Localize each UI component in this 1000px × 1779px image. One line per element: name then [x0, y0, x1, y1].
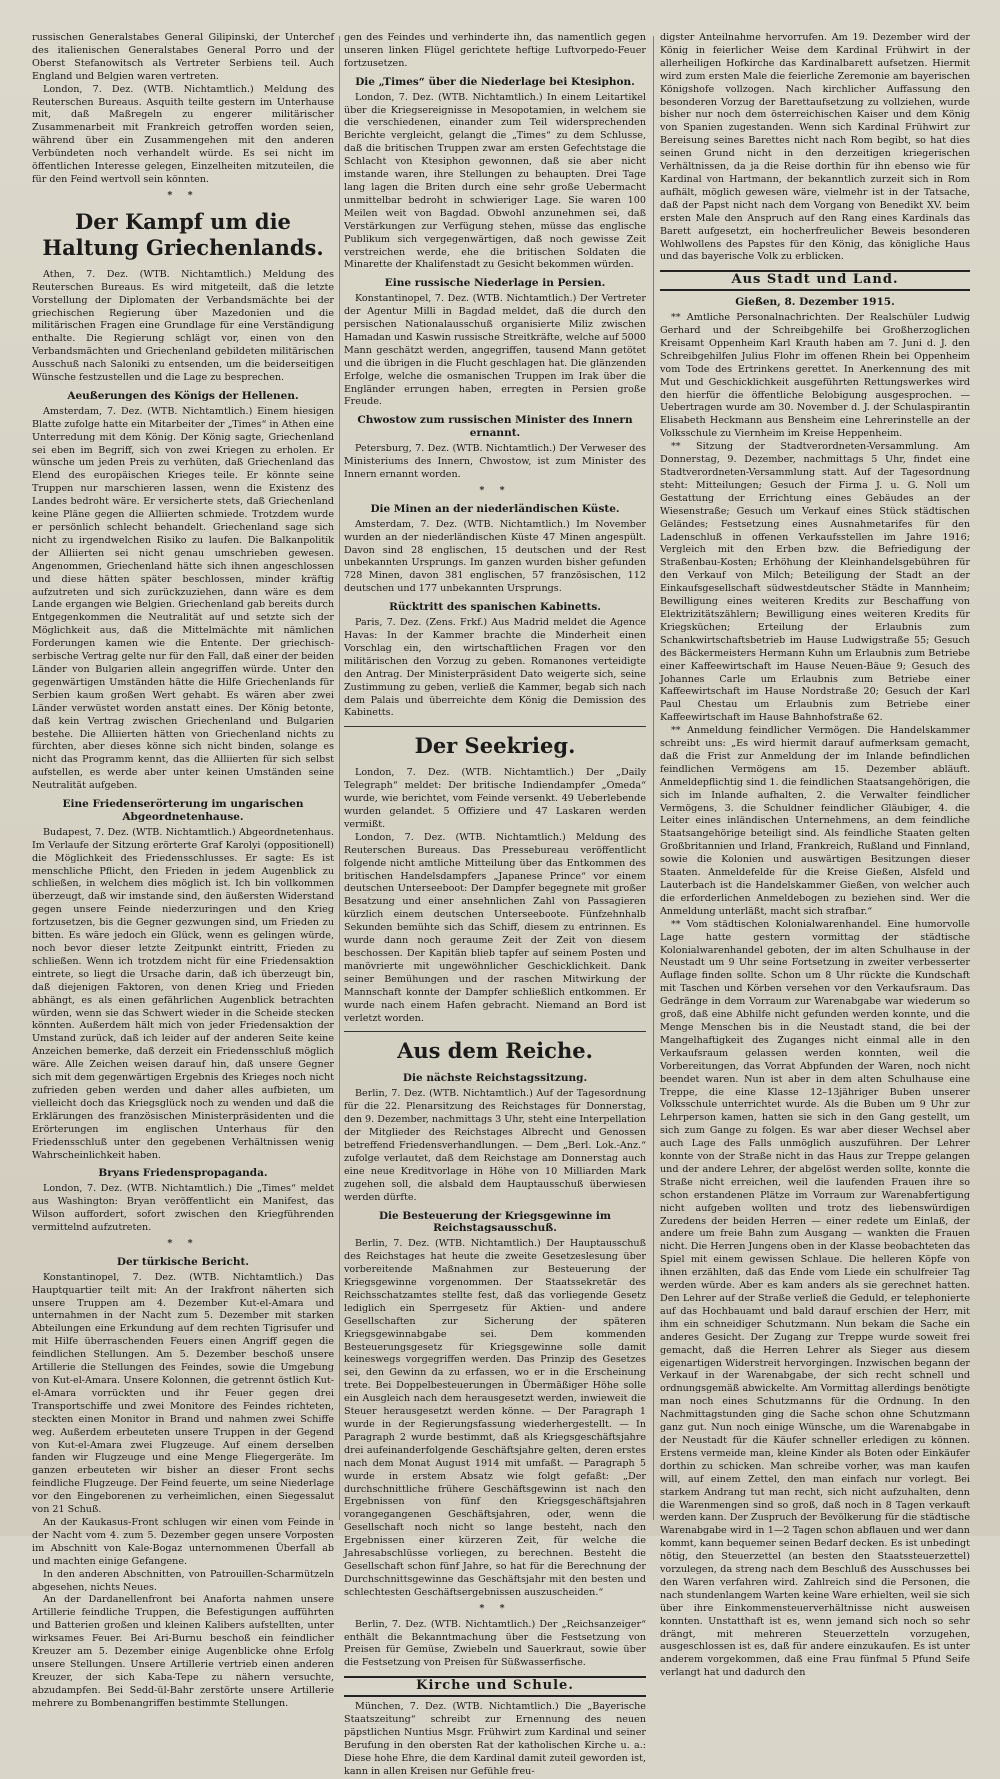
column-rule-2 — [653, 36, 654, 1520]
column-1 — [32, 32, 334, 1709]
subheadline: Bryans Friedenspropaganda. — [98, 1167, 268, 1180]
article-paragraph: Konstantinopel, 7. Dez. (WTB. Nichtamtlich.) Das Hauptquartier teilt mit: An der Irakfront näherten sich unsere Truppen am 4. Dezember Kut-el-Amara und unternahmen in der Nacht zum 5. Dezember mit starken Abteilungen eine Erkundung auf dem rechten Tigrisufer und mit Hilfe überraschenden Feuers einen Angriff gegen die feindlichen Stellungen. Am 5. Dezember beschoß unsere Artillerie die Stellungen des Feindes, sowie die Umgebung von Kut-el-Amara. Unsere Kolonnen, die getrennt östlich Kut-el-Amara vorrückten und ihr Feuer gegen drei Transportschiffe und zwei Monitore des Feindes richteten, steckten einen Monitor in Brand und nahmen zwei Schiffe weg. Außerdem erbeuteten unsere Truppen in der Gegend von Kut-el-Amara zwei Flugzeuge. Auf einem derselben fanden wir Flugzeuge und eine Menge Fliegergeräte. Im ganzen erbeuteten wir bisher an dieser Front sechs feindliche Flugzeuge. Der Feind feuerte, um seine Niederlage vor den Eingeborenen zu verheimlichen, einen Siegessalut von 21 Schuß. — [32, 1271, 334, 1516]
separator-stars: * * — [479, 484, 511, 496]
article-paragraph: London, 7. Dez. (WTB. Nichtamtlich.) Der „Daily Telegraph“ meldet: Der britische Indiendampfer „Omeda“ wurde, wie berichtet, vom Feinde versenkt. 49 Ueberlebende wurden gelandet. 5 Offiziere und 47 Laskaren werden vermißt. — [344, 767, 646, 830]
article-paragraph: London, 7. Dez. (WTB. Nichtamtlich.) Meldung des Reuterschen Bureaus. Asquith teilte gestern im Unterhause mit, daß Maßregeln zu engerer militärischer Zusammenarbeit mit Frankreich getroffen worden seien, während über ein Zusammengehen mit den anderen Verbündeten noch verhandelt würde. Es sei nicht im öffentlichen Interesse gelegen, Einzelheiten mitzuteilen, die für den Feind wertvoll sein könnten. — [32, 83, 334, 185]
article-paragraph: Konstantinopel, 7. Dez. (WTB. Nichtamtlich.) Der Vertreter der Agentur Milli in Bagdad meldet, daß die durch den persischen Nationalausschuß organisierte Miliz zwischen Hamadan und Kaswin russische Streitkräfte, welche auf 5000 Mann geschätzt werden, angegriffen, tausend Mann getötet und die übrigen in die Flucht geschlagen hat. Die glänzenden Erfolge, welche die osmanischen Truppen im Irak über die Engländer errungen haben, erregten in Persien große Freude. — [344, 293, 646, 408]
article-paragraph: Berlin, 7. Dez. (WTB. Nichtamtlich.) Der Hauptausschuß des Reichstages hat heute die zweite Gesetzeslesung über vorbereitende Maßnahmen zur Besteuerung der Kriegsgewinne vorgenommen. Der Staatssekretär des Reichsschatzamtes stellte fest, daß das vorliegende Gesetz lediglich ein Sperrgesetz für Aktien- und andere Gesellschaften zur Sicherung der späteren Kriegsgewinnabgabe sei. Dem kommenden Besteuerungsgesetz für Kriegsgewinne solle damit keineswegs vorgegriffen werden. Das Prinzip des Gesetzes sei, den Gewinn da zu erfassen, wo er in die Erscheinung trete. Bei Doppelbesteuerungen in Übermäßiger Höhe solle ein Ausgleich nach dem herausgesetzt werden, inwieweit die Steuer herausgesetzt werden könne. — Der Paragraph 1 wurde in der Regierungsfassung wiederhergestellt. — In Paragraph 2 wurde bestimmt, daß als Kriegsgeschäftsjahre drei aufeinanderfolgende Geschäftsjahre gelten, deren erstes nach dem Monat August 1914 mit umfaßt. — Paragraph 5 wurde in erstem Absatz wie folgt gefaßt: „Der durchschnittliche frühere Geschäftsgewinn ist nach den Ergebnissen von fünf den Kriegsgeschäftsjahren vorangegangenen Geschäftsjahren, oder, wenn die Gesellschaft noch nicht so lange besteht, nach den Ergebnissen einer kürzeren Zeit, für welche die Jahresabschlüsse vorliegen, zu berechnen. Besteht die Gesellschaft schon fünf Jahre, so hat für die Berechnung der Durchschnittsgewinne das Geschäftsjahr mit den besten und schlechtesten Geschäftsergebnissen auszuscheiden.“ — [344, 1238, 646, 1598]
headline-seekrieg: Der Seekrieg. — [414, 733, 576, 759]
section-header-kirche: Kirche und Schule. — [344, 1676, 646, 1697]
horizontal-rule — [344, 1031, 646, 1032]
column-3 — [660, 32, 970, 1679]
article-paragraph: An der Dardanellenfront bei Anaforta nahmen unsere Artillerie feindliche Truppen, die Befestigungen aufführten und Batterien großen und kleinen Kalibers aufstellten, unter wirksames Feuer. Bei Ari-Burnu beschoß ein feindlicher Kreuzer am 5. Dezember einige Augenblicke ohne Erfolg unsere Stellungen. Unsere Artillerie vertrieb einen anderen Kreuzer, der sich Kaba-Tepe zu nähern versuchte, abzudampfen. Bei Sedd-ül-Bahr zerstörte unsere Artillerie mehrere zu Bombenangriffen bestimmte Stellungen. — [32, 1594, 334, 1709]
subheadline: Die Minen an der niederländischen Küste. — [370, 502, 620, 515]
column-2 — [344, 32, 646, 1777]
article-paragraph: Amsterdam, 7. Dez. (WTB. Nichtamtlich.) Einem hiesigen Blatte zufolge hatte ein Mitarbeiter der „Times“ in Athen eine Unterredung mit dem König. Der König sagte, Griechenland sei eben im Begriff, sich von zwei Kriegen zu erholen. Er wünsche um jeden Preis zu verhüten, daß Griechenland das Elend des europäischen Krieges teile. Er könnte seine Truppen nur marschieren lassen, wenn die Existenz des Landes bedroht wäre. Er versicherte stets, daß Griechenland keine Pläne gegen die Alliierten schmiede. Trotzdem wurde er persönlich schlecht behandelt. Griechenland sage sich nicht zu irgendwelchen Risiko zu laufen. Die Balkanpolitik der Alliierten sei nicht genau umschrieben gewesen. Angenommen, Griechenland hätte sich ihnen angeschlossen und diese hätten später beschlossen, minder kräftig aufzutreten und sich zurückzuziehen, dann wäre es dem Lande ergangen wie Belgien. Griechenland gab bereits durch Entgegenkommen die Neutralität auf und setzte sich der Möglichkeit aus, daß die Mittelmächte mit nämlichen Forderungen kamen wie die Entente. Der griechisch-serbische Vertrag gelte nur für den Fall, daß einer der beiden Länder von Bulgarien allein angegriffen würde. Unter den gegenwärtigen Umständen hätte die Hilfe Griechenlands für Serbien kaum großen Wert gehabt. Es wären aber zwei Länder verwüstet worden anstatt eines. Der König betonte, daß kein Vertrag zwischen Griechenland und Bulgarien bestehe. Die Alliierten hätten von Griechenland nichts zu fürchten, aber dieses könne sich nicht binden, solange es nicht das Programm kennt, das die Alliierten für sich selbst aufstellen, es werde aber unter keinen Umständen seine Neutralität aufgeben. — [32, 405, 334, 792]
article-paragraph: ** Anmeldung feindlicher Vermögen. Die Handelskammer schreibt uns: „Es wird hiermit darauf aufmerksam gemacht, daß die Frist zur Anmeldung der im Inlande befindlichen feindlichen Vermögens am 15. Dezember abläuft. Anmeldepflichtig sind 1. die feindlichen Staatsangehörigen, die sich im Inlande aufhalten, 2. die Verwalter feindlicher Vermögens, 3. die Schuldner feindlicher Gläubiger, 4. die Leiter eines inländischen Unternehmens, an dem feindliche Staatsangehörige beteiligt sind. Als feindliche Staaten gelten Großbritannien und Irland, Frankreich, Rußland und Finnland, sowie die Kolonien und auswärtigen Besitzungen dieser Staaten. Anmeldefelde für die Kreise Gießen, Alsfeld und Lauterbach ist die Handelskammer Gießen, von welcher auch die erforderlichen Anmeldebogen zu beziehen sind. Wer die Anmeldung unterläßt, macht sich strafbar.“ — [660, 725, 970, 917]
article-paragraph: digster Anteilnahme hervorrufen. Am 19. Dezember wird der König in feierlicher Weise dem Kardinal Frühwirt in der allerheiligen Hofkirche das Kardinalbarett aufsetzen. Hiermit wird zum ersten Male die feierliche Zeremonie am bayerischen Königshofe vollzogen. Nach kirchlicher Auffassung den besonderen Vorzug der Barettaufsetzung zu vollziehen, wurde bisher nur noch dem österreichischen Kaiser und dem König von Spanien zugestanden. Wenn sich Kardinal Frühwirt zur Bereisung seines Barettes nicht nach Rom begibt, so hat dies seinen Grund nicht in den derzeitigen kriegerischen Verhältnissen, da ja die Reise dorthin für ihn ebenso wie für Kardinal von Hartmann, der bekanntlich zurzeit sich in Rom aufhält, möglich gewesen wäre, vielmehr ist in der Tatsache, daß der Papst nicht nach dem Vorgang von Benedikt XV. beim ersten Male den Anspruch auf den Rang eines Kardinals das Barett aufgesetzt, ein hocherfreulicher Beweis besonderen Wohlwollens des Papstes für den König, das königliche Haus und das bayerische Volk zu erblicken. — [660, 32, 970, 263]
dateline: Gießen, 8. Dezember 1915. — [735, 296, 895, 309]
subheadline: Die „Times“ über die Niederlage bei Ktesiphon. — [355, 75, 635, 88]
article-paragraph: ** Sitzung der Stadtverordneten-Versammlung. Am Donnerstag, 9. Dezember, nachmittags 5 Uhr, findet eine Stadtverordneten-Versammlung statt. Auf der Tagesordnung steht: Mitteilungen; Gesuch der Firma J. u. G. Noll um Gestattung der Errichtung eines Gebäudes an der Wiesenstraße; Gesuch um Verkauf eines Stück städtischen Geländes; Festsetzung eines Ausnahmetarifes für den Ladenschluß in offenen Verkaufsstellen im Jahre 1916; Vergleich mit den Erben bzw. die Befriedigung der Straßenbau-Kosten; Erhöhung der Kleinhandelsgebühren für den Verkauf von Milch; Beteiligung der Stadt an der Einkaufsgesellschaft südwestdeutscher Städte in Mannheim; Bewilligung eines weiteren Kredits zur Beschaffung von Elektrizitätszählern; Bewilligung eines weiteren Kredits für Kriegsküchen; Erteilung der Erlaubnis zum Schankwirtschaftsbetrieb im Hause Ludwigstraße 55; Gesuch des Bäckermeisters Hermann Kuhn um Erlaubnis zum Betriebe einer Kaffeewirtschaft im Hause Neuen-Bäue 9; Gesuch des Johannes Carle um Erlaubnis zum Betriebe einer Kaffeewirtschaft im Hause Nordstraße 20; Gesuch der Karl Paul Chestau um Erlaubnis zum Betriebe einer Kaffeewirtschaft im Hause Bahnhofstraße 62. — [660, 441, 970, 724]
horizontal-rule — [344, 726, 646, 727]
article-paragraph: gen des Feindes und verhinderte ihn, das namentlich gegen unseren linken Flügel gerichtete heftige Luftvorpedo-Feuer fortzusetzen. — [344, 32, 646, 69]
subheadline: Chwostow zum russischen Minister des Innern ernannt. — [357, 414, 633, 440]
section-header-stadt: Aus Stadt und Land. — [660, 270, 970, 291]
column-rule-1 — [339, 36, 340, 1520]
article-paragraph: Petersburg, 7. Dez. (WTB. Nichtamtlich.) Der Verweser des Ministeriums des Innern, Chwostow, ist zum Minister des Innern ernannt worden. — [344, 443, 646, 480]
article-paragraph: London, 7. Dez. (WTB. Nichtamtlich.) In einem Leitartikel über die Kriegsereignisse in Mesopotamien, in welchem sie die verschiedenen, einander zum Teil widersprechenden Berichte vergleicht, gelangt die „Times“ zu dem Schlusse, daß die britischen Truppen zwar am ersten Gefechtstage die Schlacht von Ktesiphon gewonnen, daß sie aber nicht imstande waren, ihre Stellungen zu behaupten. Drei Tage lang lagen die Briten durch eine sehr große Uebermacht unmittelbar bedroht in schwieriger Lage. Sie waren 100 Meilen weit von Bagdad. Obwohl anzunehmen sei, daß Verstärkungen zur Verfügung stehen, müsse das englische Publikum sich vergegenwärtigen, daß noch gewisse Zeit verstreichen werde, ehe die britischen Soldaten die Minarette der Khalifenstadt zu Gesicht bekommen würden. — [344, 91, 646, 271]
article-paragraph: Athen, 7. Dez. (WTB. Nichtamtlich.) Meldung des Reuterschen Bureaus. Es wird mitgeteilt, daß die letzte Vorstellung der Diplomaten der Verbandsmächte bei der griechischen Regierung über Mazedonien und die militärischen Fragen eine Grundlage für eine Verständigung enthalte. Die Regierung schlägt vor, einen von den Verbandsmächten und Griechenland gebildeten militärischen Ausschuß nach Saloniki zu entsenden, um die beiderseitigen Wünsche festzustellen und die Lage zu besprechen. — [32, 268, 334, 384]
article-paragraph: ** Vom städtischen Kolonialwarenhandel. Eine humorvolle Lage hatte gestern vormittag der städtische Kolonialwarenhandel geboten, der im alten Schulhause in der Neustadt um 9 Uhr seine Fortsetzung in zweiter verbesserter Auflage finden sollte. Schon um 8 Uhr rückte die Kundschaft mit Taschen und Körben versehen vor den Verkaufsraum. Das Gedränge in dem Vorraum zur Warenabgabe war wiederum so groß, daß eine Abhilfe nicht gefunden werden konnte, und die Menge Menschen bis in die Neustadt stand, die bei der Mangelhaftigkeit des Zuganges nicht einmal alle in den Verkaufsraum gelassen werden konnten, weil die Vorbereitungen, das Vorrat Abpfunden der Waren, noch nicht beendet waren. Nun ist aber in dem alten Schulhause eine Treppe, die eine Klasse 12–13jähriger Buben unserer Volksschule unterrichtet wurde. Als die Buben um 9 Uhr zur Lehrperson kamen, hatten sie sich in den Gang gestellt, um sich zum Gange zu folgen. Es war aber dieser Wechsel aber auch Lage des Falls unmöglich auszuführen. Der Lehrer konnte von der Straße nicht in das Haus zur Treppe gelangen und der andere Lehrer, der abgelöst werden sollte, konnte die Straße nicht erreichen, weil die laufenden Frauen ihre so schon erstandenen Plätze im Vorraum zur Warenabfertigung nicht aufgeben wollten und trotz des liebenswürdigen Zuredens der beiden Herren — einer redete um Einlaß, der andere um freie Bahn zum Ausgang — wankten die Frauen nicht. Die Herren Jungens oben in der Klasse beobachteten das Spiel mit einem gewissen Schlaue. Die helleren Köpfe von ihnen erzählten, daß das Ende vom Liede ein schulfreier Tag werden würde. Aber es kam anders als sie gerechnet hatten. Den Lehrer auf der Straße verließ die Geduld, er telephonierte auf das Hochbauamt und bald darauf erschien der Herr, mit ihm ein schneidiger Schutzmann. Nun bekam die Sache ein anderes Gesicht. Der Zugang zur Treppe wurde soweit frei gemacht, daß die Herren Lehrer als Sieger aus diesem eigenartigen Widerstreit hervorgingen. Inzwischen begann der Verkauf in der Warenabgabe, der sich recht schnell und ordnungsgemäß abwickelte. Am Vormittag allerdings benötigte man noch eines Schutzmanns für die Ordnung. In den Nachmittagstunden ging die Sache schon ohne Schutzmann ganz gut. Nun noch einige Wünsche, um die Warenabgabe in der Neustadt für die Käufer schneller erledigen zu können. Erstens vermeide man, kleine Kinder als Boten oder Einkäufer dorthin zu schicken. Man schreibe vorher, was man kaufen will, auf einem Zettel, den man einfach nur vorlegt. Bei starkem Andrang tut man recht, sich nicht aufzuhalten, denn die Warenmengen sind so groß, daß noch in 8 Tagen verkauft werden kann. Der Zuspruch der Bevölkerung für die städtische Warenabgabe wird in 1—2 Tagen schon abflauen und wer dann kommt, kann bequemer seinen Bedarf decken. Es ist unbedingt nötig, den Steuerzettel (an besten den Staatssteuerzettel) vorzulegen, da streng nach dem Beschluß des Ausschusses bei den Waren verfahren wird. Zahlreich sind die Personen, die nach stundenlangem Warten keine Ware erhielten, weil sie sich über ihre Einkommensteuerverhältnisse nicht ausweisen konnten. Unstatthaft ist es, wenn jemand sich noch so sehr drängt, mit mehreren Steuerzetteln vorzugehen, ausgeschlossen ist es, daß für andere einzukaufen. Es ist unter anderem vorgekommen, daß eine Frau fünfmal 5 Pfund Seife verlangt hat und dadurch den — [660, 918, 970, 1679]
subheadline: Rücktritt des spanischen Kabinetts. — [389, 601, 601, 614]
separator-stars: * * — [167, 189, 199, 201]
headline-reich: Aus dem Reiche. — [397, 1038, 593, 1064]
subheadline: Die nächste Reichstagssitzung. — [402, 1072, 588, 1085]
article-paragraph: russischen Generalstabes General Gilipinski, der Unterchef des italienischen Generalstabes General Porro und der Oberst Stefanowitsch als Vertreter Serbiens teil. Auch England und Belgien waren vertreten. — [32, 32, 334, 82]
subheadline: Die Besteuerung der Kriegsgewinne im Reichstagsausschuß. — [378, 1209, 612, 1235]
article-paragraph: Budapest, 7. Dez. (WTB. Nichtamtlich.) Abgeordnetenhaus. Im Verlaufe der Sitzung erörterte Graf Karolyi (oppositionell) die Möglichkeit des Friedensschlusses. Er sagte: Es ist menschliche Pflicht, den Frieden in jedem Augenblick zu schließen, in welchem dies möglich ist. Ich bin vollkommen überzeugt, daß wir imstande sind, den äußersten Widerstand gegen unsere Feinde niederzuringen und den Krieg fortzusetzen, bis die Gegner gezwungen sind, um Frieden zu bitten. Es wäre jedoch ein Glück, wenn es gelingen würde, noch bevor dieser letzte Zeitpunkt eintritt, Frieden zu schließen. Wenn ich trotzdem nicht für eine Friedensaktion eintrete, so liegt die Ursache darin, daß ich überzeugt bin, daß diejenigen Faktoren, von denen Krieg und Frieden abhängt, es als einen gefährlichen Augenblick betrachten würden, wenn sie das Schwert wieder in die Scheide stecken könnten. Außerdem hält mich von jeder Friedensaktion der Umstand zurück, daß ich leider auf der anderen Seite keine Anzeichen bemerke, daß derzeit ein Friedensschluß möglich wäre. Alle Zeichen weisen darauf hin, daß unsere Gegner sich mit dem gegenwärtigen Ergebnis des Krieges noch nicht zufrieden geben werden und daher alles aufbieten, um vielleicht doch das Kriegsglück noch zu wenden und daß die Erklärungen des französischen Ministerpräsidenten und die Erörterungen im englischen Unterhaus für den Friedensschluß unter den gegebenen Verhältnissen wenig Wahrscheinlichkeit haben. — [32, 826, 334, 1161]
article-paragraph: Amsterdam, 7. Dez. (WTB. Nichtamtlich.) Im November wurden an der niederländischen Küste 47 Minen angespült. Davon sind 28 englischen, 15 deutschen und der Rest unbekannten Ursprungs. Im ganzen wurden bisher gefunden 728 Minen, davon 381 englischen, 57 französischen, 112 deutschen und 177 unbekannten Ursprungs. — [344, 518, 646, 595]
article-paragraph: ** Amtliche Personalnachrichten. Der Realschüler Ludwig Gerhard und der Schreibgehilfe bei Großherzoglichen Kreisamt Oppenheim Karl Krauth haben am 7. Juni d. J. den Schreibgehilfen Julius Flohr im offenen Rhein bei Oppenheim vom Tode des Ertrinkens gerettet. In Anerkennung des mit Mut und Geschicklichkeit ausgeführten Rettungswerkes wird den hierfür die öffentliche Belobigung ausgesprochen. — Uebertragen wurde am 30. November d. J. der Schulaspirantin Elisabeth Heckmann aus Bensheim eine Lehrerinstelle an der Volksschule zu Viernheim im Kreise Heppenheim. — [660, 312, 970, 440]
article-paragraph: Berlin, 7. Dez. (WTB. Nichtamtlich.) Auf der Tagesordnung für die 22. Plenarsitzung des Reichstages für Donnerstag, den 9. Dezember, nachmittags 3 Uhr, steht eine Interpellation der Mitglieder des Reichstages Albrecht und Genossen betreffend Friedensverhandlungen. — Dem „Berl. Lok.-Anz.“ zufolge verlautet, daß dem Reichstage am Donnerstag auch eine neue Kreditvorlage in Höhe von 10 Milliarden Mark zugehen soll, die alsbald dem Hauptausschuß überwiesen werden dürfte. — [344, 1088, 646, 1203]
article-paragraph: London, 7. Dez. (WTB. Nichtamtlich.) Meldung des Reuterschen Bureaus. Das Pressebureau veröffentlicht folgende nicht amtliche Mitteilung über das Entkommen des britischen Handelsdampfers „Japanese Prince“ vor einem deutschen Unterseeboot: Der Dampfer begegnete mit großer Besatzung und einer ansehnlichen Zahl von Passagieren kürzlich einem deutschen Unterseeboote. Fünfzehnhalb Sekunden bemühte sich das Schiff, diesem zu entrinnen. Es wurde dann noch geraume Zeit der Zeit von diesem beschossen. Der Kapitän blieb tapfer auf seinem Posten und manövrierte mit ungewöhnlicher Geschicklichkeit. Dank seiner Bemühungen und der raschen Mitwirkung der Mannschaft konnte der Dampfer schließlich entkommen. Er wurde nach einem Hafen gebracht. Niemand an Bord ist verletzt worden. — [344, 831, 646, 1024]
separator-stars: * * — [167, 1237, 199, 1249]
article-paragraph: Berlin, 7. Dez. (WTB. Nichtamtlich.) Der „Reichsanzeiger“ enthält die Bekanntmachung über die Festsetzung von Preisen für Gemüse, Zwiebeln und Sauerkraut, sowie über die Festsetzung von Preisen für Süßwasserfische. — [344, 1618, 646, 1669]
article-paragraph: An der Kaukasus-Front schlugen wir einen vom Feinde in der Nacht vom 4. zum 5. Dezember gegen unsere Vorposten im Abschnitt von Kale-Bogaz unternommenen Überfall ab und machten einige Gefangene. — [32, 1516, 334, 1567]
article-paragraph: München, 7. Dez. (WTB. Nichtamtlich.) Die „Bayerische Staatszeitung“ schreibt zur Ernennung des neuen päpstlichen Nuntius Msgr. Frühwirt zum Kardinal und seiner Berufung in den obersten Rat der katholischen Kirche u. a.: Diese hohe Ehre, die dem Kardinal damit zuteil geworden ist, kann in allen Kreisen nur Gefühle freu- — [344, 1701, 646, 1777]
subheadline: Aeußerungen des Königs der Hellenen. — [67, 389, 299, 402]
article-paragraph: In den anderen Abschnitten, von Patrouillen-Scharmützeln abgesehen, nichts Neues. — [32, 1568, 334, 1593]
subheadline: Eine Friedenserörterung im ungarischen Abgeordnetenhause. — [62, 798, 304, 823]
subheadline: Eine russische Niederlage in Persien. — [384, 277, 606, 290]
headline-greece: Der Kampf um die Haltung Griechenlands. — [42, 208, 324, 260]
separator-stars: * * — [479, 1602, 511, 1614]
article-paragraph: Paris, 7. Dez. (Zens. Frkf.) Aus Madrid meldet die Agence Havas: In der Kammer brachte die Minderheit einen Vorschlag ein, den wirtschaftlichen Fragen vor den militärischen den Vorzug zu geben. Romanones verteidigte den Antrag. Der Ministerpräsident Dato weigerte sich, seine Zustimmung zu geben, verließ die Kammer, begab sich nach dem Palais und überreichte dem König die Demission des Kabinetts. — [344, 617, 646, 719]
subheadline: Der türkische Bericht. — [116, 1255, 250, 1268]
article-paragraph: London, 7. Dez. (WTB. Nichtamtlich.) Die „Times“ meldet aus Washington: Bryan veröffentlicht ein Manifest, das Wilson auffordert, sofort zwischen den Kriegführenden vermittelnd aufzutreten. — [32, 1183, 334, 1234]
